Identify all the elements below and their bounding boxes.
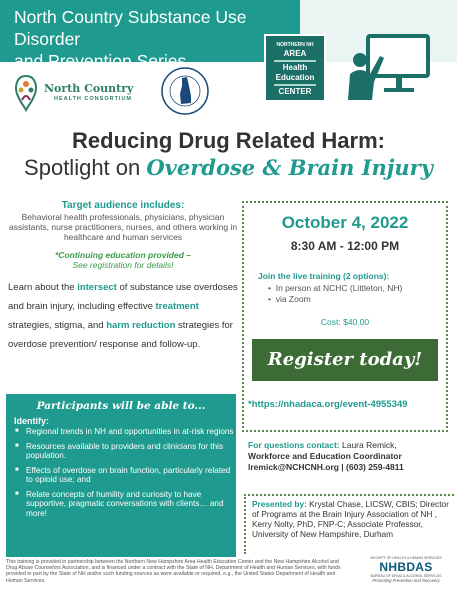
objective-item: ■ Resources available to providers and clinicians for this population. bbox=[24, 442, 236, 461]
intro-highlight-treatment: treatment bbox=[155, 301, 199, 312]
series-title-line1: North Country Substance Use Disorder bbox=[14, 7, 247, 49]
continuing-education-note bbox=[8, 250, 238, 270]
join-option: • In person at NCHC (Littleton, NH) bbox=[268, 283, 403, 293]
event-details-box bbox=[242, 201, 448, 432]
objective-item: ■ Effects of overdose on brain function, particularly related to opioid use; and bbox=[24, 466, 236, 485]
nhbdas-dept: NH DEPT OF HEALTH & HUMAN SERVICES bbox=[370, 556, 442, 560]
presenter-illustration bbox=[340, 30, 440, 100]
ahec-region: NORTHERN NH bbox=[276, 42, 314, 48]
contact-name: Laura Remick, bbox=[339, 440, 397, 450]
audience-heading: Target audience includes: bbox=[61, 200, 185, 211]
nhbdas-bureau: BUREAU OF DRUG & ALCOHOL SERVICES bbox=[370, 574, 442, 578]
ahec-line-area: AREA bbox=[283, 49, 307, 58]
event-date: October 4, 2022 bbox=[281, 213, 409, 232]
series-title bbox=[14, 6, 304, 72]
intro-highlight-intersect: intersect bbox=[77, 282, 117, 293]
left-column bbox=[8, 200, 238, 354]
ahec-line-center: CENTER bbox=[278, 87, 312, 96]
ce-line1: *Continuing education provided – bbox=[55, 250, 191, 260]
ahec-line-health: Health bbox=[282, 63, 308, 72]
intro-highlight-harm-reduction: harm reduction bbox=[106, 320, 176, 331]
participants-title: Participants will be able to... bbox=[36, 400, 206, 412]
event-cost: Cost: $40.00 bbox=[320, 317, 370, 327]
event-title-accent: Overdose & Brain Injury bbox=[146, 155, 433, 180]
objective-item: ■ Regional trends in NH and opportunities in at-risk regions bbox=[24, 427, 236, 437]
audience-body: Behavioral health professionals, physicians, physician assistants, nurse practitioners, nurses, and others working in healthcare and human services bbox=[8, 212, 238, 242]
identify-label: Identify: bbox=[14, 416, 49, 426]
participants-box bbox=[6, 394, 236, 557]
event-time: 8:30 AM - 12:00 PM bbox=[290, 239, 400, 253]
event-title-plain: Spotlight on bbox=[24, 155, 147, 180]
ce-line2: See registration for details! bbox=[72, 260, 174, 270]
event-title bbox=[0, 128, 457, 182]
questions-contact bbox=[248, 440, 448, 473]
presenters-label: Presented by: bbox=[252, 499, 307, 509]
objective-item: ■ Relate concepts of humility and curiosity to have supportive, pragmatic conversations with clients… and more! bbox=[24, 490, 236, 519]
registration-link[interactable]: *https://nhadaca.org/event-4955349 bbox=[248, 399, 408, 410]
event-title-line2 bbox=[0, 154, 457, 182]
objectives-list bbox=[24, 427, 236, 518]
nh-seal-icon bbox=[160, 66, 210, 116]
nhbdas-name: NHBDAS bbox=[379, 560, 433, 574]
ahec-line-education: Education bbox=[275, 73, 315, 82]
contact-email-phone[interactable]: lremick@NCHCNH.org | (603) 259-4811 bbox=[248, 462, 404, 472]
nhbdas-logo bbox=[360, 556, 452, 583]
presenters-body: Krystal Chase, LICSW, CBIS; Director of Programs at the Brain Injury Association of NH , Kerry Nolty, PhD, FNP-C; Associate Professor, University of New Hampshire, Durham bbox=[252, 499, 449, 539]
register-button[interactable]: Register today! bbox=[252, 339, 438, 381]
join-heading: Join the live training (2 options): bbox=[258, 271, 390, 281]
nchc-logo-icon bbox=[12, 72, 40, 112]
ahec-logo bbox=[264, 34, 326, 102]
nchc-logo-name: North Country bbox=[44, 82, 134, 95]
nchc-logo-subtitle: HEALTH CONSORTIUM bbox=[54, 96, 133, 102]
join-option: • via Zoom bbox=[268, 294, 311, 304]
join-options bbox=[268, 283, 402, 305]
funding-disclaimer: This training is provided in partnership between the Northern New Hampshire Area Health Education Center and the New Hampshire Alcohol and Drug Abuse Counselors Association, and is financed under a contract with the State of NH, Department of Health and Human Services, with funds provided in part by the State of NH and/or such funding sources as were available or required, e.g., the United States Department of Health and Human Services. bbox=[6, 559, 341, 584]
presenters-box bbox=[244, 494, 454, 554]
contact-role: Workforce and Education Coordinator bbox=[248, 451, 402, 461]
intro-paragraph: Learn about the intersect of substance use overdoses and brain injury, including effective treatment strategies, stigma, and harm reduction strategies for overdose prevention/ response and follow-up. bbox=[8, 282, 238, 350]
series-title-line2: and Prevention Series bbox=[14, 51, 187, 71]
nhbdas-tagline: Promoting Prevention and Recovery bbox=[372, 578, 440, 583]
event-title-line1: Reducing Drug Related Harm: bbox=[72, 128, 385, 153]
questions-label: For questions contact: bbox=[248, 440, 340, 450]
